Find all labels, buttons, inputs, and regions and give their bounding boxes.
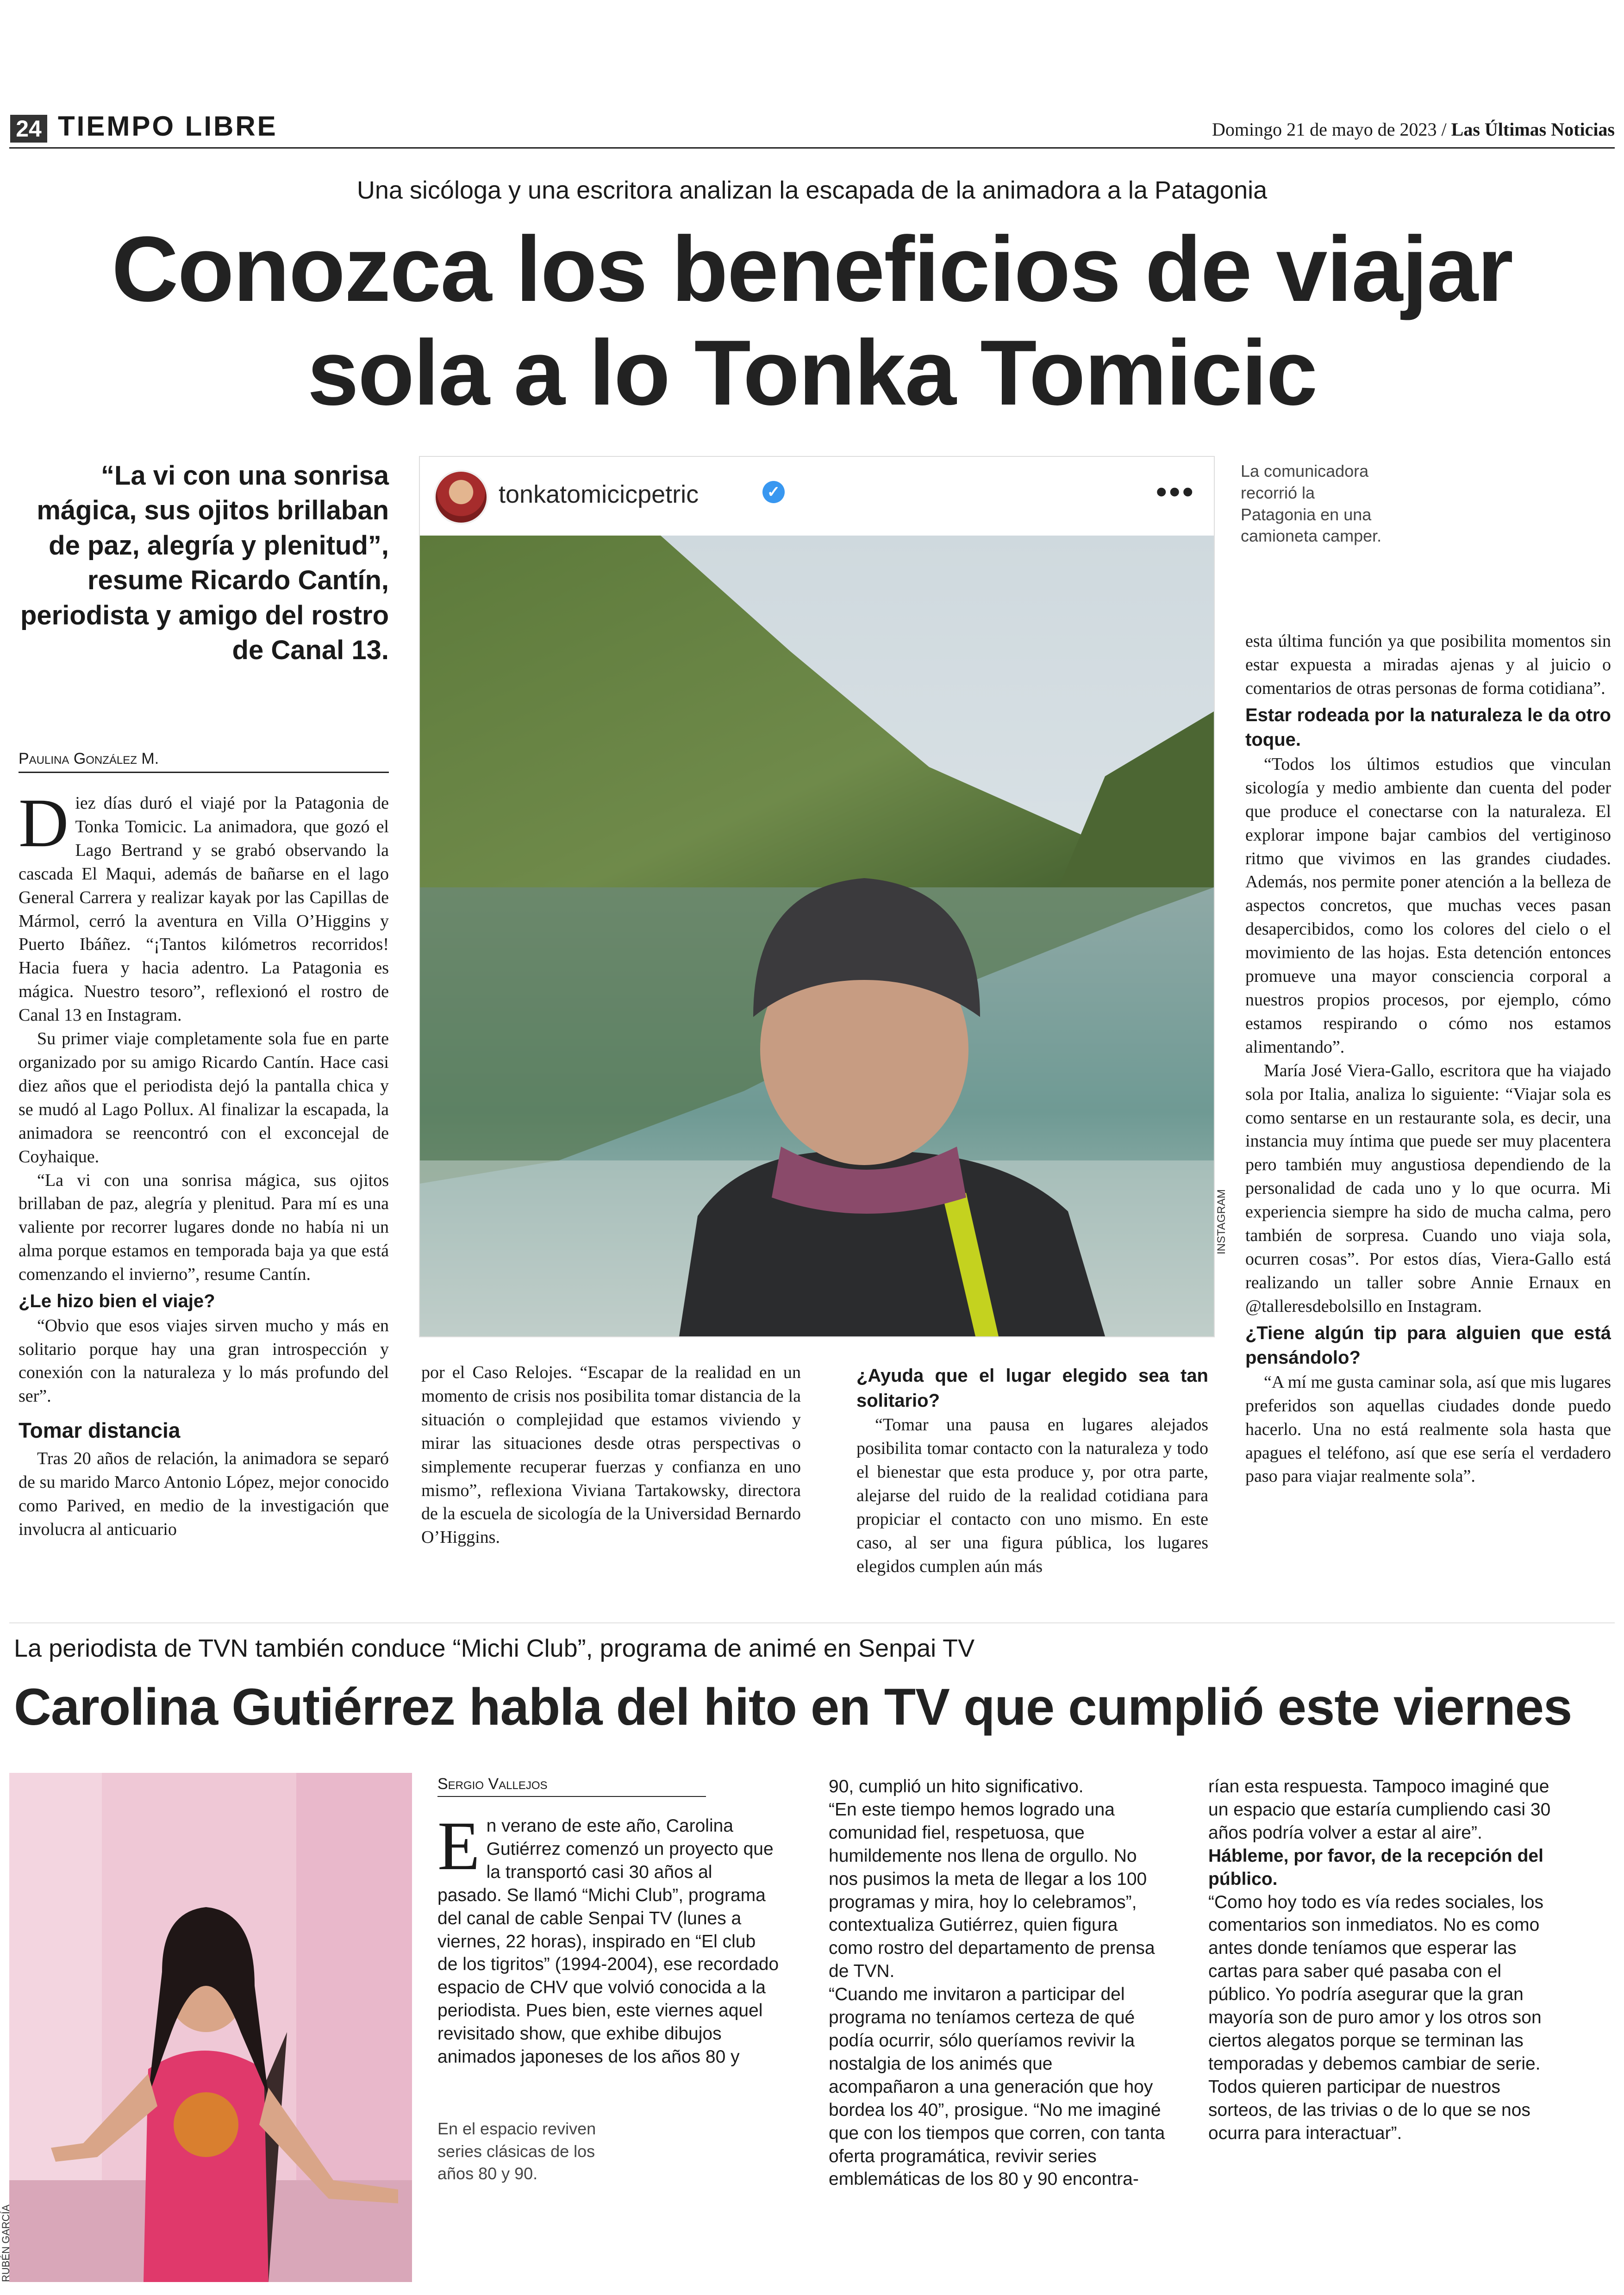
article2-subhead: Hábleme, por favor, de la recepción del público. bbox=[1208, 1846, 1543, 1889]
header-rule bbox=[9, 147, 1615, 149]
verified-badge-icon: ✓ bbox=[762, 481, 785, 503]
article2-paragraph: En verano de este año, Carolina Gutiérrez comenzó un proyecto que la transportó casi 30 años al pasado. Se llamó “Michi Club”, programa del canal de cable Senpai TV (lunes a viernes, 22 horas), inspirado en “El club de los tigritos” (1994-2004), ese recordado espacio de CHV que volvió conocida a la periodista. Pues bien, este viernes aquel revisitado show, que exhibe dibujos animados japoneses de los años 80 y bbox=[437, 1808, 779, 2067]
article1-subhead: ¿Le hizo bien el viaje? bbox=[19, 1291, 215, 1312]
instagram-username: tonkatomicicpetric bbox=[499, 480, 699, 508]
article1-paragraph: “A mí me gusta caminar sola, así que mis lugares preferidos son aquellas ciudades donde puedo hacerlo. Una no está realmente sola hasta que apagues el teléfono, así que ese sería el verdadero paso para viajar realmente sola”. bbox=[1245, 1372, 1611, 1486]
article1-headline-line1: Conozca los beneficios de viajar bbox=[112, 218, 1512, 321]
article2-paragraph: “En este tiempo hemos logrado una comunidad fiel, respetuosa, que humildemente nos llena de orgullo. No nos pusimos la meta de llegar a los 100 programas y mira, hoy lo celebramos”, contextualiza Gutiérrez, quien figura como rostro del departamento de prensa de TVN. bbox=[829, 1799, 1155, 1982]
article2-column-2 bbox=[829, 1775, 1167, 2191]
article-divider bbox=[9, 1622, 1615, 1623]
article2-column-1 bbox=[437, 1808, 780, 2069]
article1-column-3 bbox=[856, 1361, 1208, 1578]
pull-quote: “La vi con una sonrisa mágica, sus ojitos brillaban de paz, alegría y plenitud”, resume Ricardo Cantín, periodista y amigo del rostro de Canal 13. bbox=[20, 461, 389, 665]
issue-date: Domingo 21 de mayo de 2023 bbox=[1212, 119, 1437, 140]
article2-paragraph: “Cuando me invitaron a participar del programa no teníamos certeza de qué podía ocurrir, sólo queríamos revivir la nostalgia de los animés que acompañaron a una generación que hoy bordea los 40”, prosigue. “No me imaginé que con los tiempos que corren, con tanta oferta programática, revivir series emblemáticas de los 80 y 90 encontra- bbox=[829, 1984, 1165, 2189]
photo-caption: La comunicadora recorrió la Patagonia en una camioneta camper. bbox=[1241, 461, 1382, 546]
article1-kicker: Una sicóloga y una escritora analizan la escapada de la animadora a la Patagonia bbox=[356, 176, 1268, 204]
article1-paragraph: “Todos los últimos estudios que vinculan sicología y medio ambiente dan cuenta del poder que produce el conectarse con la naturaleza. El explorar impone bajar cambios del vertiginoso ritmo que vivimos en las grandes ciudades. Además, nos permite poner atención a la belleza de aspectos concretos, que muchas veces pasan desapercibidos, como los colores del cielo o el movimiento de las hojas. Esta detención entonces promueve una mayor consciencia corporal a nuestros propios procesos, por ejemplo, cómo estamos respirando o cómo nos estamos alimentando”. bbox=[1245, 754, 1611, 1057]
article1-subhead: ¿Tiene algún tip para alguien que está pensándolo? bbox=[1245, 1322, 1611, 1368]
article2-column-3 bbox=[1208, 1775, 1551, 2145]
photo-carolina-gutierrez bbox=[9, 1773, 412, 2282]
article1-paragraph: “Obvio que esos viajes sirven mucho y más en solitario porque hay una gran introspección y conexión con la naturaleza y lo más profundo del ser”. bbox=[19, 1316, 389, 1406]
article2-headline: Carolina Gutiérrez habla del hito en TV que cumplió este viernes bbox=[14, 1678, 1572, 1736]
article1-paragraph: Su primer viaje completamente sola fue en parte organizado por su amigo Ricardo Cantín. Hace casi diez años que el periodista dejó la pantalla chica y se mudó al Lago Pollux. Al finalizar la escapada, la animadora se reencontró con el exconcejal de Coyhaique. bbox=[19, 1029, 389, 1166]
drop-cap: D bbox=[19, 785, 69, 861]
article2-paragraph: “Como hoy todo es vía redes sociales, los comentarios son inmediatos. No es como antes donde teníamos que esperar las cartas para saber qué pasaba con el público. Yo podría asegurar que la gran mayoría son de puro amor y los otros son ciertos alegatos porque se terminan las temporadas y debemos cambiar de serie. Todos quieren participar de nuestros sorteos, de las trivias o de lo que se nos ocurra para interactuar”. bbox=[1208, 1892, 1544, 2143]
avatar bbox=[434, 470, 488, 524]
instagram-post-header bbox=[420, 457, 1214, 536]
dateline-separator: / bbox=[1441, 119, 1447, 140]
article1-column-2 bbox=[421, 1361, 801, 1549]
article2-byline: Sergio Vallejos bbox=[437, 1775, 706, 1797]
photo-caption: En el espacio reviven series clásicas de los años 80 y 90. bbox=[437, 2119, 596, 2183]
photo-credit: INSTAGRAM bbox=[1215, 1189, 1228, 1254]
article1-paragraph: Tras 20 años de relación, la animadora se separó de su marido Marco Antonio López, mejor conocido como Parived, en medio de la investigación que involucra al anticuario bbox=[19, 1448, 389, 1539]
section-title: TIEMPO LIBRE bbox=[58, 111, 278, 142]
article1-section-heading: Tomar distancia bbox=[19, 1418, 181, 1443]
article2-paragraph: rían esta respuesta. Tampoco imaginé que un espacio que estaría cumpliendo casi 30 años podría volver a estar al aire”. bbox=[1208, 1777, 1551, 1843]
article1-subhead: Estar rodeada por la naturaleza le da otro toque. bbox=[1245, 705, 1611, 750]
drop-cap: E bbox=[437, 1808, 480, 1884]
article1-paragraph: María José Viera-Gallo, escritora que ha viajado sola por Italia, analiza lo siguiente: “Viajar sola es como sentarse en un restaurante sola, es decir, una instancia muy íntima que puede ser muy placentera pero también muy angustiosa dependiendo de la personalidad de cada uno y lo que ocurra. Mi experiencia siempre ha sido de mucha calma, pero también de sorpresa. Cuando uno viaja sola, ocurren cosas”. Por estos días, Viera-Gallo está realizando un taller sobre Annie Ernaux en @talleresdebolsillo en Instagram. bbox=[1245, 1060, 1611, 1316]
article1-column-4 bbox=[1245, 630, 1611, 1488]
photo-tonka-lake-selfie bbox=[420, 536, 1214, 1336]
article1-paragraph: “Tomar una pausa en lugares alejados posibilita tomar contacto con la naturaleza y todo el bienestar que esta produce y, por otra parte, alejarse del ruido de la realidad cotidiana para propiciar el contacto con uno mismo. En este caso, al ser una figura pública, los lugares elegidos cumplen aún más bbox=[856, 1415, 1208, 1576]
article1-paragraph: por el Caso Relojes. “Escapar de la realidad en un momento de crisis nos posibilita tomar distancia de la situación o complejidad que estamos viviendo y mirar las situaciones desde otras perspectivas o simplemente recuperar fuerzas y confianza en uno mismo”, reflexiona Viviana Tartakowsky, directora de la escuela de sicología de la Universidad Bernardo O’Higgins. bbox=[421, 1363, 801, 1547]
article1-column-1 bbox=[19, 785, 389, 1541]
photo-credit: RUBÉN GARCÍA bbox=[0, 2204, 12, 2282]
article1-subhead: ¿Ayuda que el lugar elegido sea tan solitario? bbox=[856, 1366, 1208, 1411]
instagram-post bbox=[419, 456, 1215, 1337]
article1-paragraph: “La vi con una sonrisa mágica, sus ojitos brillaban de paz, alegría y plenitud. Para mí es una valiente por recorrer lugares donde no había ni un alma porque estamos en temporada baja ya que está comenzando el invierno”, resume Cantín. bbox=[19, 1170, 389, 1285]
article1-byline: Paulina González M. bbox=[19, 750, 389, 773]
dateline bbox=[1212, 118, 1615, 140]
article1-headline-line2: sola a lo Tonka Tomicic bbox=[307, 321, 1317, 424]
page-number: 24 bbox=[10, 115, 47, 143]
article2-kicker: La periodista de TVN también conduce “Michi Club”, programa de animé en Senpai TV bbox=[14, 1634, 975, 1662]
article2-paragraph: 90, cumplió un hito significativo. bbox=[829, 1777, 1084, 1796]
newspaper-name: Las Últimas Noticias bbox=[1451, 119, 1615, 140]
article1-paragraph: esta última función ya que posibilita momentos sin estar expuesta a miradas ajenas y al juicio o comentarios de otras personas de forma cotidiana”. bbox=[1245, 631, 1611, 698]
article1-headline bbox=[0, 218, 1624, 425]
more-options-icon: ••• bbox=[1156, 474, 1195, 510]
article1-paragraph: Diez días duró el viajé por la Patagonia de Tonka Tomicic. La animadora, que gozó el Lago Bertrand y se grabó observando la cascada El Maqui, además de bañarse en el lago General Carrera y realizar kayak por las Capillas de Mármol, cerró la aventura en Villa O’Higgins y Puerto Ibáñez. “¡Tantos kilómetros recorridos! Hacia fuera y hacia adentro. La Patagonia es mágica. Nuestro tesoro”, reflexionó el rostro de Canal 13 en Instagram. bbox=[19, 785, 389, 1025]
